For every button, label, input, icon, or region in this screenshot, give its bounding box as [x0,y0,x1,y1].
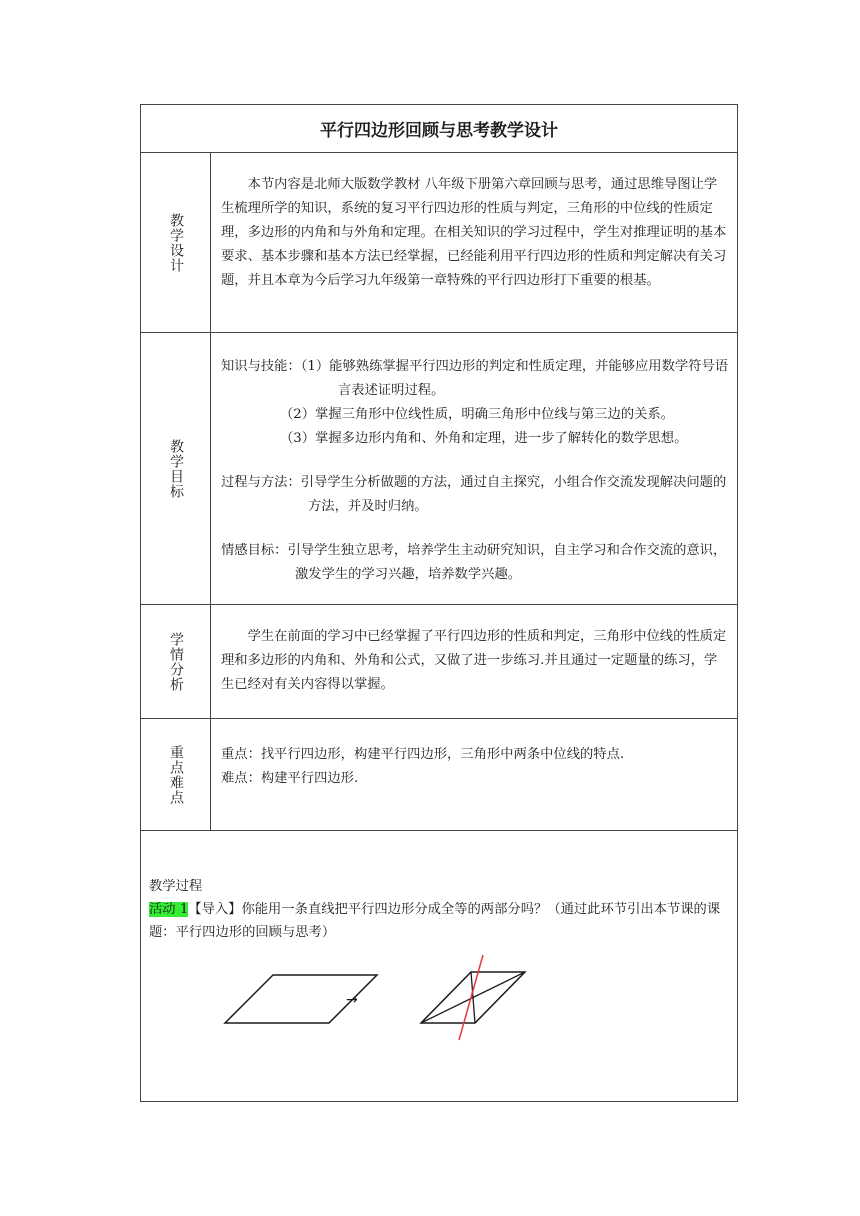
keypoints-label: 重点难点 [168,744,184,805]
process-heading: 教学过程 [149,879,203,894]
document-title: 平行四边形回顾与思考教学设计 [320,121,558,141]
goal-emotion: 情感目标：引导学生独立思考，培养学生主动研究知识，自主学习和合作交流的意识，激发学生的学习兴趣，培养数学兴趣。 [221,543,727,582]
goals-label: 教学目标 [168,438,184,499]
difficult-point: 难点：构建平行四边形. [221,771,359,786]
key-point: 重点：找平行四边形，构建平行四边形，三角形中两条中位线的特点. [221,747,625,762]
goal-knowledge-3: （3）掌握多边形内角和、外角和定理，进一步了解转化的数学思想。 [280,431,688,446]
lesson-plan-table [140,104,738,1102]
cut-line [459,955,483,1040]
analysis-text: 学生在前面的学习中已经掌握了平行四边形的性质和判定，三角形中位线的性质定理和多边形的内角和、外角和公式，又做了进一步练习.并且通过一定题量的练习，学生已经对有关内容得以掌握。 [221,629,727,692]
analysis-label: 学情分析 [168,631,184,692]
activity-tag: 活动 1 [149,902,189,917]
activity-text: 【导入】你能用一条直线把平行四边形分成全等的两部分吗？（通过此环节引出本节课的课题：平行四边形的回顾与思考） [149,902,721,940]
transform-arrow: → [346,992,358,1008]
parallelogram-figures [141,105,737,1101]
goal-process: 过程与方法：引导学生分析做题的方法，通过自主探究，小组合作交流发现解决问题的方法，并及时归纳。 [221,475,727,514]
goal-knowledge-2: （2）掌握三角形中位线性质，明确三角形中位线与第三边的关系。 [280,407,675,422]
goal-knowledge-1: 知识与技能：（1）能够熟练掌握平行四边形的判定和性质定理，并能够应用数学符号语言表述证明过程。 [221,359,729,398]
design-label: 教学设计 [168,212,184,273]
design-text: 本节内容是北师大版数学教材 八年级下册第六章回顾与思考，通过思维导图让学生梳理所学的知识，系统的复习平行四边形的性质与判定，三角形的中位线的性质定理，多边形的内角和与外角和定理。在相关知识的学习过程中，学生对推理证明的基本要求、基本步骤和基本方法已经掌握，已经能利用平行四边形的性质和判定解决有关习题，并且本章为今后学习九年级第一章特殊的平行四边形打下重要的根基。 [221,177,727,288]
